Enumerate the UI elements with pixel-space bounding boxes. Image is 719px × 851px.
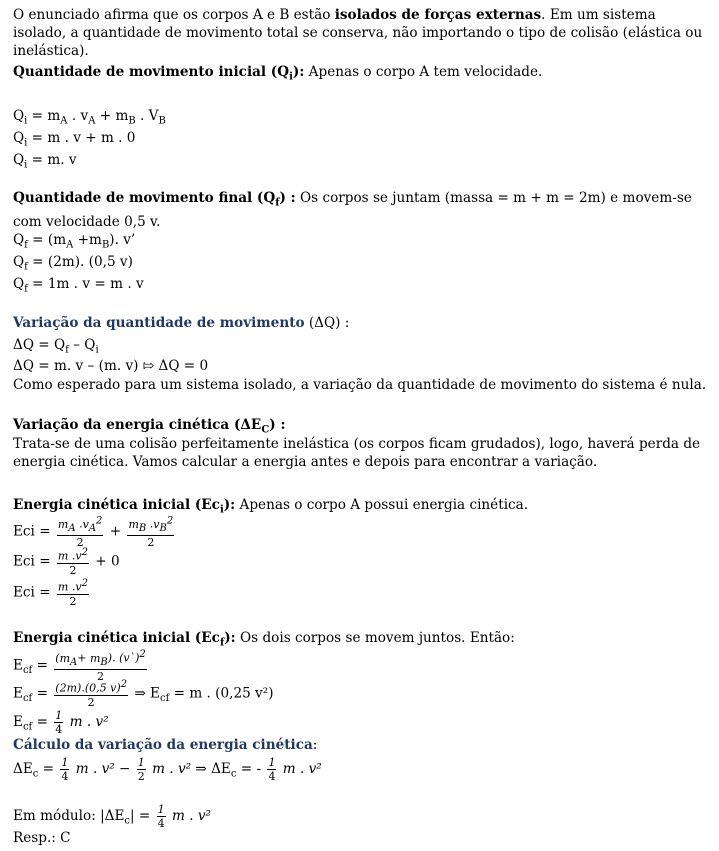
qi-heading-line: Quantidade de movimento inicial $(Q_i)$: Apenas o corpo A tem velocidade. — [13, 64, 543, 83]
ecf-heading-line: Energia cinética inicial $(Ec_f)$: Os dois corpos se movem juntos. Então: — [13, 630, 515, 649]
answer: Resp.: C — [13, 830, 71, 846]
eci-eq2: Eci = $\frac{m .v^2}{2}$ + 0 — [13, 547, 120, 577]
qf-eq2: $Q_f = (2m)$. (0,5 v) — [13, 254, 133, 273]
calc-frac-2: $\frac{1}{2}$ — [137, 756, 145, 783]
calc-frac-3: $\frac{1}{4}$ — [268, 756, 276, 783]
eci-heading-line: Energia cinética inicial $(Ec_i)$: Apenas o corpo A possui energia cinética. — [13, 497, 529, 516]
eci-frac-b: $\frac{m_B .v_B^2}{2}$ — [128, 515, 174, 549]
dec-text: Trata-se de uma colisão perfeitamente inelástica (os corpos ficam grudados), logo, haverá perda de energia cinética. Vamos calcular a energia antes e depois para encontrar a variação. — [13, 436, 701, 470]
calc-modulus: Em módulo: $|\Delta E_c|$ = $\frac{1}{4}$ m . v² — [13, 803, 211, 830]
qf-heading-line: Quantidade de movimento final $(Q_f)$ : Os corpos se juntam (massa = m + m = 2m) e movem-se com velocidade 0,5 v. — [13, 190, 692, 230]
qf-eq1: $Q_f = (m_A +m_B)$. v’ — [13, 232, 136, 251]
ecf-eq2: $E_{cf}$ = $\frac{(2m).(0,5 v)^2}{2}$ ⇒ $E_{cf} = m$ . (0,25 v²) — [13, 679, 274, 709]
ecf-frac-a: $\frac{(m_A+ m_B). (v`)^2}{2}$ — [55, 649, 146, 683]
calc-frac-1: $\frac{1}{4}$ — [61, 756, 69, 783]
intro-paragraph: O enunciado afirma que os corpos A e B estão isolados de forças externas. Em um sistema isolado, a quantidade de movimento total se conserva, não importando o tipo de colisão (elástica ou inelástica). — [13, 7, 703, 59]
dq-eq1: $\Delta Q = Q_f - Q_i$ — [13, 337, 99, 356]
qi-eq3: $Q_i = m$. v — [13, 152, 77, 171]
eci-eq1: Eci = $\frac{m_A .v_A^2}{2}$ + $\frac{m_B .v_B^2}{2}$ — [13, 515, 174, 549]
qi-eq1: $Q_i = m_A$ . $v_A + m_B$ . $V_B$ — [13, 108, 166, 127]
dec-heading: Variação da energia cinética $(\Delta E_C)$ : — [13, 417, 286, 436]
dq-conclusion: Como esperado para um sistema isolado, a variação da quantidade de movimento do sistema é nula. — [13, 377, 707, 393]
dq-eq2: ΔQ = m. v – (m. v) ⇰ ΔQ = 0 — [13, 358, 209, 374]
qf-eq3: $Q_f = 1m$ . v = m . v — [13, 276, 144, 295]
calc-eq: $\Delta E_c$ = $\frac{1}{4}$ m . v² − $\frac{1}{2}$ m . v² ⇒ $\Delta E_c$ = - $\frac{1}{4}$ m . v² — [13, 756, 322, 783]
calc-frac-4: $\frac{1}{4}$ — [157, 803, 165, 830]
intro-bold: isolados de forças externas — [334, 7, 542, 23]
ecf-frac-quarter: $\frac{1}{4}$ — [55, 709, 63, 736]
ecf-eq3: $E_{cf}$ = $\frac{1}{4}$ m . v² — [13, 709, 109, 736]
qi-eq2: $Q_i = m$ . v + m . 0 — [13, 130, 136, 149]
calc-heading: Cálculo da variação da energia cinética: — [13, 737, 318, 753]
eci-eq3: Eci = $\frac{m .v^2}{2}$ — [13, 578, 88, 608]
eci-frac-c: $\frac{m .v^2}{2}$ — [57, 547, 88, 577]
dq-heading: Variação da quantidade de movimento (ΔQ) : — [13, 315, 350, 331]
ecf-frac-b: $\frac{(2m).(0,5 v)^2}{2}$ — [55, 679, 127, 709]
eci-frac-a: $\frac{m_A .v_A^2}{2}$ — [57, 515, 103, 549]
eci-frac-d: $\frac{m .v^2}{2}$ — [57, 578, 88, 608]
ecf-eq1: $E_{cf}$ = $\frac{(m_A+ m_B). (v`)^2}{2}$ — [13, 649, 146, 683]
